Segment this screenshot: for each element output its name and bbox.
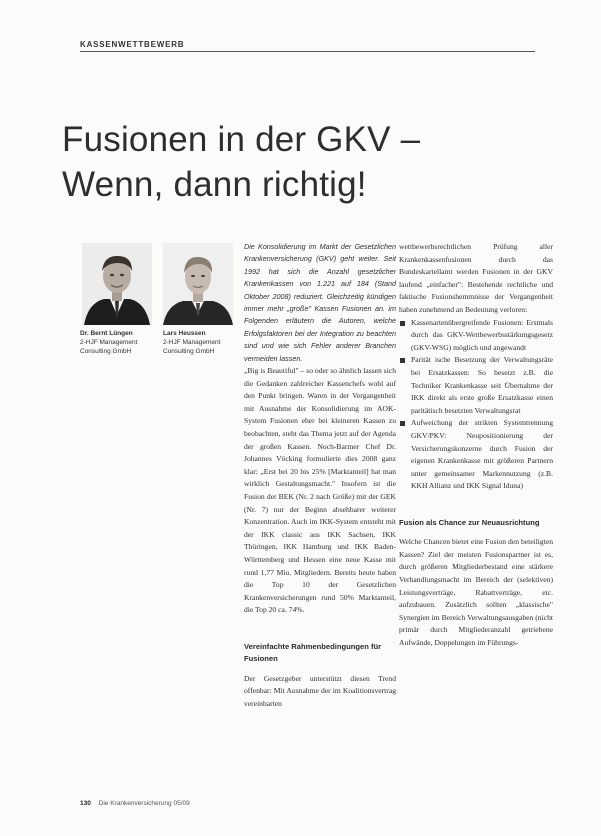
article-intro: Die Konsolidierung im Markt der Gesetzlichen Krankenversicherung (GKV) geht weiter. Seit 1992 hat sich die Anzahl gesetzlicher Krankenkassen von 1.221 auf 184 (Stand Oktober 2008) reduziert. Gleichzeitig kündigen immer mehr „große" Kassen Fusionen an. im Folgenden erläutern die Autoren, welche Erfolgsfaktoren bei der Integration zu beachten sind und wie sich Fehler anderer Branchen vermeiden lassen. [244,242,396,363]
author-caption-2 [163,329,237,356]
subheading-chance: Fusion als Chance zur Neuausrichtung [399,517,540,527]
list-item: Aufweichung der strikten Systemtrennung GKV/PKV: Neupositionierung der Versicherungskonzerne durch Fusion der eigenen Krankenkasse mit größeren Partnern unter gemeinsamer Markennutzung (z.B. KKH Allianz und IKK Signal Iduna) [399,417,553,493]
author-name: Lars Heussen [163,330,206,337]
body-paragraph: „Big is Beautiful" – so oder so ähnlich lassen sich die Gedanken zahlreicher Kassenchefs wohl auf den Punkt bringen. Waren in der Vergangenheit mit Ausnahme der Konsolidierung im AOK-System Fusionen eher bei kleineren Kassen zu beobachten, steht das Thema jetzt auf der Agenda der großen Kassen. Noch-Barmer Chef Dr. Johannes Vöcking formulierte dies 2008 ganz klar: „Erst bei 20 bis 25% [Marktanteil] hat man wirklich Gestaltungsmacht." Insofern ist die Fusion der BEK (Nr. 2 nach Größe) mit der GEK (Nr. 7) nur der Beginn absehbarer weiterer Konzentration. Auch im IKK-System entsteht mit der IKK classic aus IKK Sachsen, IKK Thüringen, IKK Hamburg und IKK Baden-Württemberg und Hessen eine neue Kasse mit rund 1,77 Mio. Mitgliedern. Bereits heute haben die Top 10 der Gesetzlichen Krankenversicherungen rund 50% Marktanteil, die Top 20 ca. 74%. [244,366,396,615]
list-item: Parität ische Besetzung der Verwaltungsräte bei Ersatzkassen: So besetzt z.B. die Techniker Krankenkasse seit Übernahme der IKK direkt als erste große Ersatzkasse einen paritätisch besetzten Verwaltungsrat [399,354,553,417]
portrait-icon [163,243,233,325]
page-footer [80,800,190,807]
body-paragraph: wettbewerbsrechtlichen Prüfung aller Krankenkassenfusionen durch das Bundeskartellamt werden Fusionen in der GKV laufend „einfacher": Bestehende rechtliche und faktische Fusionshemmnisse der Vergangenheit haben zunehmend an Bedeutung verloren: [399,242,553,314]
body-paragraph: Welche Chancen bietet eine Fusion den beteiligten Kassen? Ziel der meisten Fusionspartner ist es, durch größeren Mitgliederbestand eine stärkere Verhandlungsmacht im Bereich der (selektiven) Leistungsverträge, Rabattverträge, etc. aufzubauen. Zusätzlich sollten „klassische" Synergien im Bereich Verwaltungsausgaben (nicht primär durch Mitgliederanzahl getriebene Aufwände, Doppelungen im Führungs- [399,537,553,648]
author-company: Consulting GmbH [80,348,132,355]
page-number: 130 [80,800,91,807]
text-column-right [399,241,553,650]
author-caption-1 [80,329,154,356]
author-company: 2-HJF Management [80,339,138,346]
body-paragraph: Der Gesetzgeber unterstützt diesen Trend offenbar: Mit Ausnahme der im Koalitionsvertrag vereinbarten [244,673,396,708]
subheading-rahmenbedingungen: Vereinfachte Rahmenbedingungen für Fusionen [244,641,382,664]
section-kicker: KASSENWETTBEWERB [80,40,185,49]
title-line-2: Wenn, dann richtig! [62,165,367,204]
author-photo-1 [82,243,152,325]
list-item: Kassenartenübergreifende Fusionen: Erstmals durch das GKV-Wettbewerbsstärkungsgesetz (GKV-WSG) möglich und angewandt [399,317,553,355]
header-rule [80,51,535,52]
author-name: Dr. Bernt Lüngen [80,330,133,337]
article-title [62,117,542,207]
title-line-1: Fusionen in der GKV – [62,120,421,159]
publication-name: Die Krankenversicherung 05/09 [98,800,190,807]
text-column-middle [244,241,396,711]
author-company: Consulting GmbH [163,348,215,355]
author-photo-2 [163,243,233,325]
author-company: 2-HJF Management [163,339,221,346]
portrait-icon [82,243,152,325]
bullet-list [399,317,553,493]
